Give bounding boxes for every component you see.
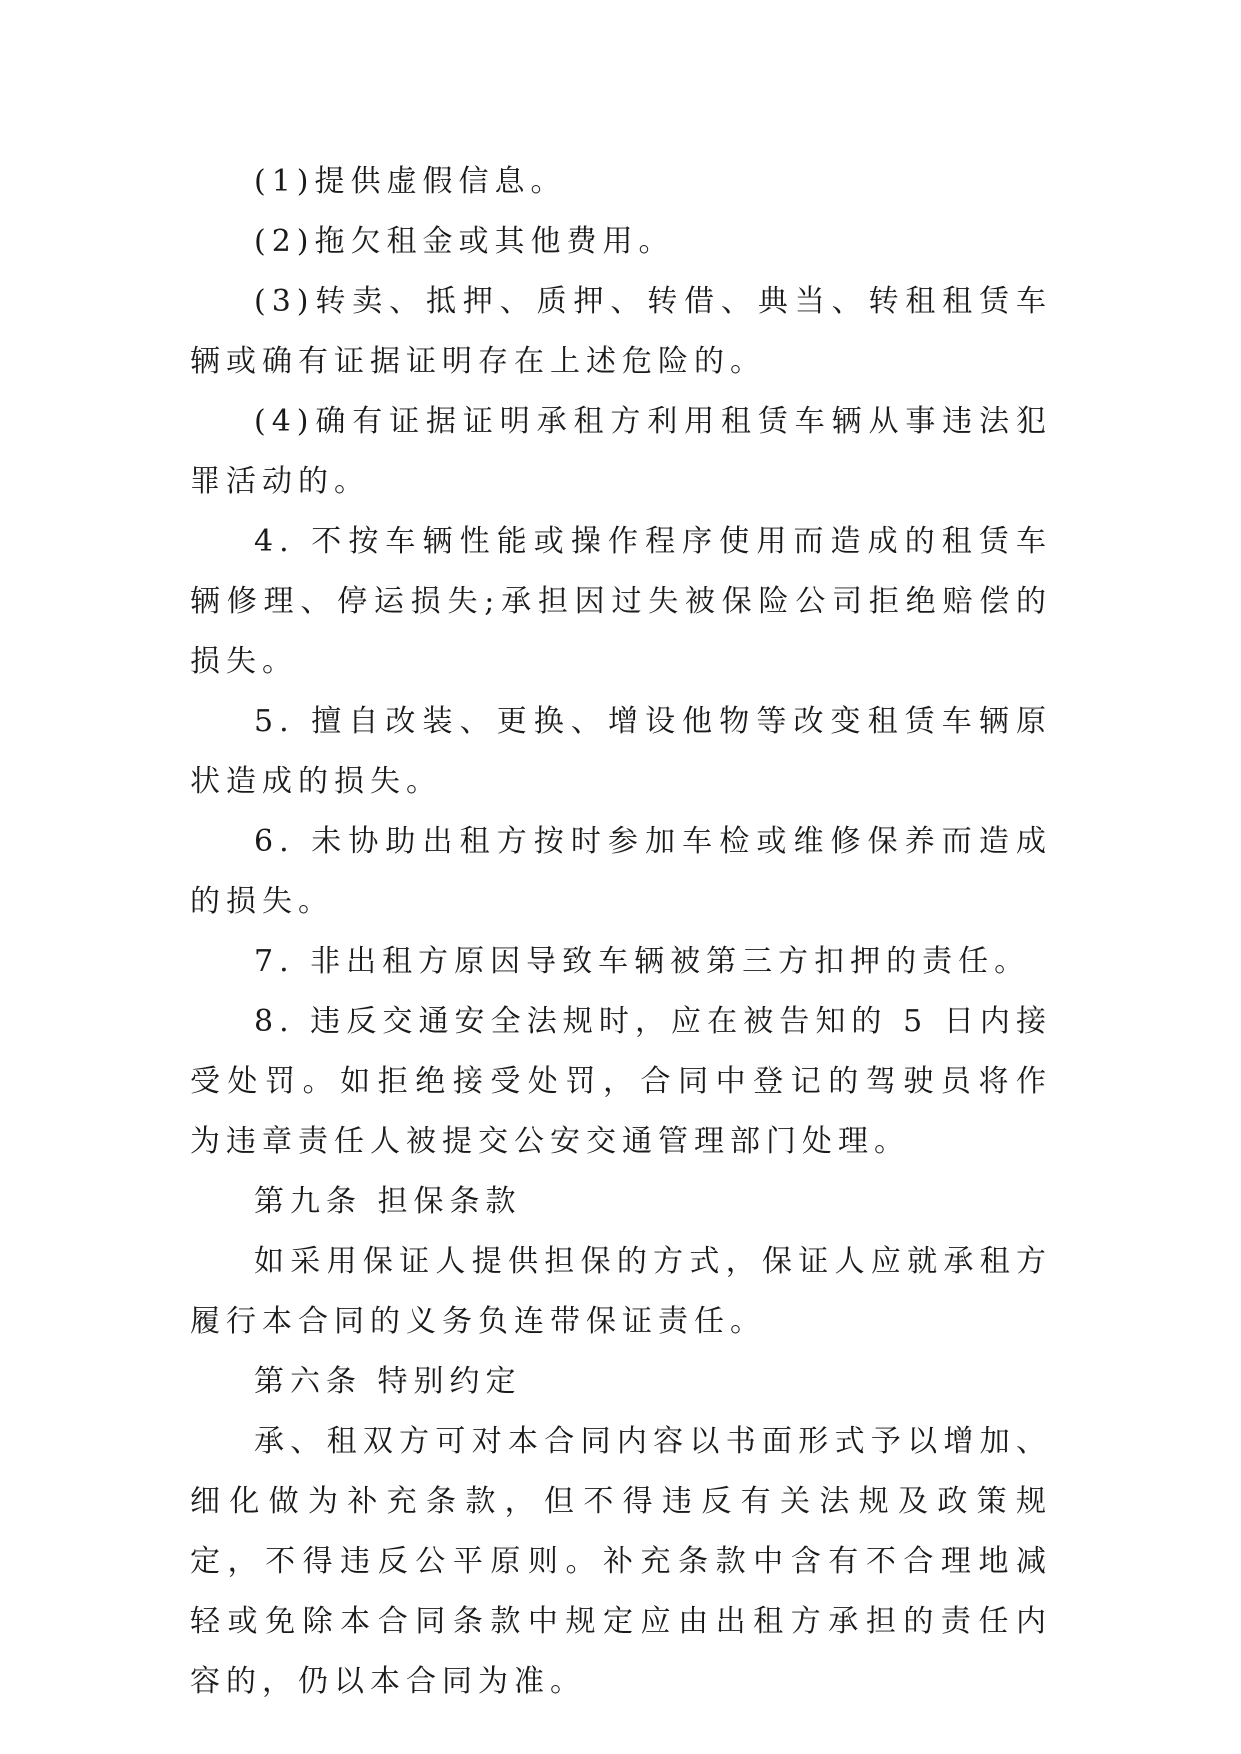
paragraph-clause-5: 5. 擅自改装、更换、增设他物等改变租赁车辆原状造成的损失。 bbox=[190, 704, 1052, 799]
section-body-special-terms: 承、租双方可对本合同内容以书面形式予以增加、细化做为补充条款，但不得违反有关法规及政策规定，不得违反公平原则。补充条款中含有不合理地减轻或免除本合同条款中规定应由出租方承担的责任内容的，仍以本合同为准。 bbox=[190, 1424, 1052, 1699]
paragraph-clause-4: 4. 不按车辆性能或操作程序使用而造成的租赁车辆修理、停运损失;承担因过失被保险公司拒绝赔偿的损失。 bbox=[190, 524, 1052, 679]
paragraph-item-3: (3)转卖、抵押、质押、转借、典当、转租租赁车辆或确有证据证明存在上述危险的。 bbox=[190, 284, 1052, 379]
paragraph-clause-7: 7. 非出租方原因导致车辆被第三方扣押的责任。 bbox=[254, 944, 1031, 979]
paragraph-item-4: (4)确有证据证明承租方利用租赁车辆从事违法犯罪活动的。 bbox=[190, 404, 1052, 499]
section-heading-guarantee: 第九条 担保条款 bbox=[254, 1184, 522, 1219]
section-heading-special-terms: 第六条 特别约定 bbox=[254, 1364, 522, 1399]
paragraph-item-2: (2)拖欠租金或其他费用。 bbox=[254, 224, 675, 259]
section-body-guarantee: 如采用保证人提供担保的方式，保证人应就承租方履行本合同的义务负连带保证责任。 bbox=[190, 1244, 1052, 1339]
paragraph-clause-6: 6. 未协助出租方按时参加车检或维修保养而造成的损失。 bbox=[190, 824, 1052, 919]
document-body bbox=[190, 152, 1052, 1712]
paragraph-item-1: (1)提供虚假信息。 bbox=[254, 164, 567, 199]
paragraph-clause-8: 8. 违反交通安全法规时，应在被告知的 5 日内接受处罚。如拒绝接受处罚，合同中登记的驾驶员将作为违章责任人被提交公安交通管理部门处理。 bbox=[190, 1004, 1052, 1159]
